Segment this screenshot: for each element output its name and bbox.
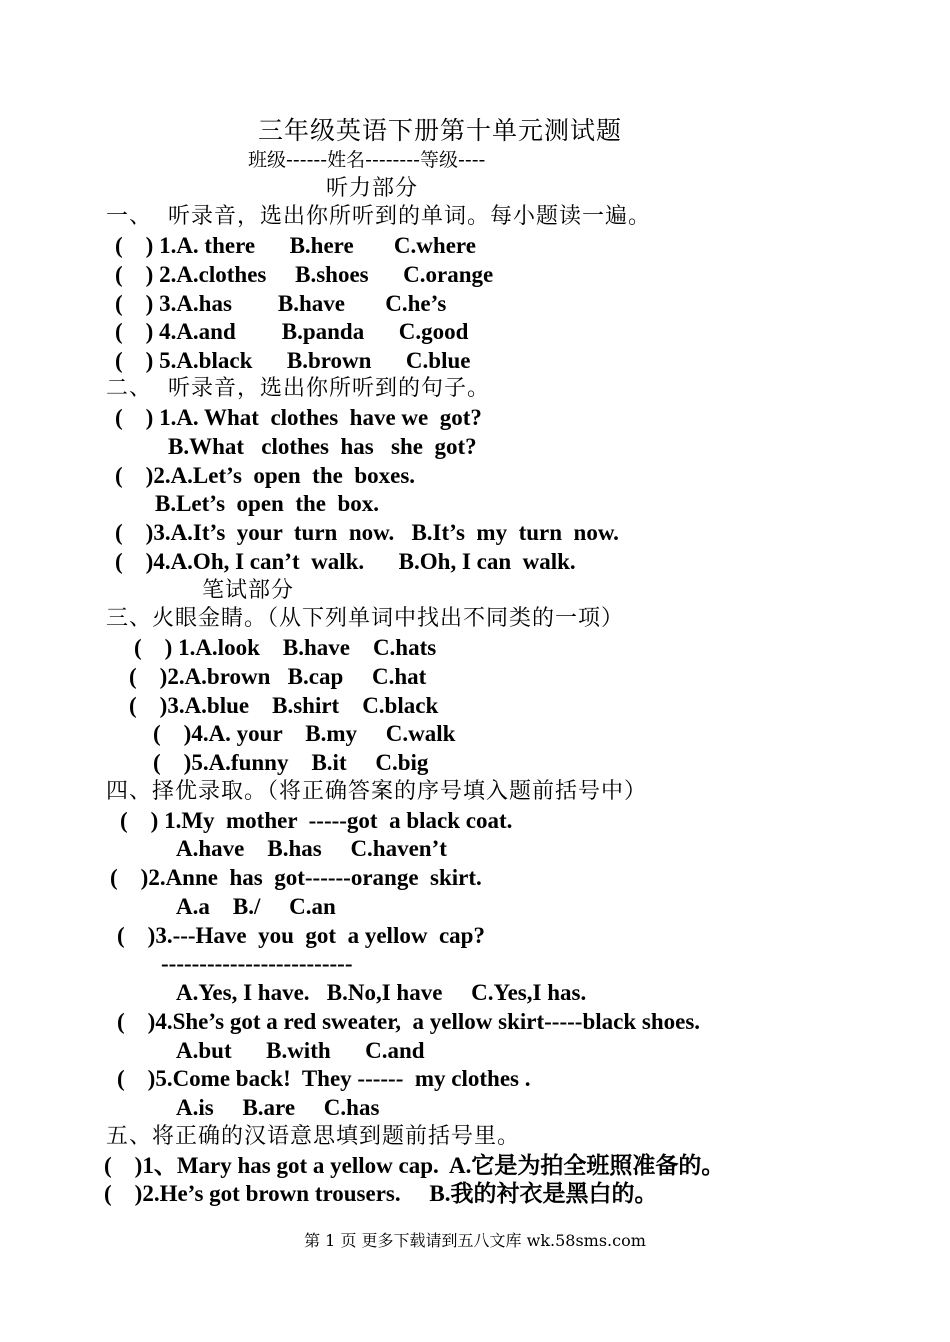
page-footer: 第 1 页 更多下载请到五八文库 wk.58sms.com (304, 1231, 646, 1250)
written-part-heading: 笔试部分 (202, 578, 295, 603)
s3-question-3: ( )3.A.blue B.shirt C.black (129, 693, 439, 718)
student-info-line: 班级------姓名--------等级---- (248, 149, 486, 171)
s3-question-5: ( )5.A.funny B.it C.big (153, 750, 429, 775)
s4-question-3-answer-line: ------------------------- (161, 951, 353, 976)
s4-question-5: ( )5.Come back! They ------ my clothes . (117, 1066, 531, 1091)
s2-question-3: ( )3.A.It’s your turn now. B.It’s my turn now. (115, 520, 619, 545)
s3-question-2: ( )2.A.brown B.cap C.hat (129, 664, 427, 689)
s1-question-5: ( ) 5.A.black B.brown C.blue (115, 348, 471, 373)
s1-question-1: ( ) 1.A. there B.here C.where (115, 233, 476, 258)
s4-question-5-options: A.is B.are C.has (176, 1095, 380, 1120)
s2-question-1: ( ) 1.A. What clothes have we got? (115, 405, 482, 430)
s3-question-4: ( )4.A. your B.my C.walk (153, 721, 456, 746)
s1-question-2: ( ) 2.A.clothes B.shoes C.orange (115, 262, 494, 287)
s5-question-2: ( )2.He’s got brown trousers. B.我的衬衣是黑白的。 (104, 1181, 658, 1206)
s4-question-4-options: A.but B.with C.and (176, 1038, 425, 1063)
s2-question-2: ( )2.A.Let’s open the boxes. (115, 463, 416, 488)
section-1-heading: 一、 听录音，选出你所听到的单词。每小题读一遍。 (106, 204, 651, 229)
s4-question-4: ( )4.She’s got a red sweater, a yellow skirt-----black shoes. (117, 1009, 701, 1034)
s5-question-1: ( )1、Mary has got a yellow cap. A.它是为拍全班照准备的。 (104, 1153, 725, 1178)
s4-question-2-options: A.a B./ C.an (176, 894, 336, 919)
s4-question-1: ( ) 1.My mother -----got a black coat. (120, 808, 513, 833)
s4-question-2: ( )2.Anne has got------orange skirt. (110, 865, 482, 890)
s2-question-1-option-b: B.What clothes has she got? (168, 434, 477, 459)
s4-question-3: ( )3.---Have you got a yellow cap? (117, 923, 485, 948)
section-2-heading: 二、 听录音，选出你所听到的句子。 (106, 376, 490, 401)
s4-question-3-options: A.Yes, I have. B.No,I have C.Yes,I has. (176, 980, 587, 1005)
s1-question-3: ( ) 3.A.has B.have C.he’s (115, 291, 447, 316)
s2-question-4: ( )4.A.Oh, I can’t walk. B.Oh, I can walk. (115, 549, 576, 574)
section-5-heading: 五、将正确的汉语意思填到题前括号里。 (106, 1124, 521, 1149)
s3-question-1: ( ) 1.A.look B.have C.hats (134, 635, 437, 660)
section-4-heading: 四、择优录取。（将正确答案的序号填入题前括号中） (106, 779, 648, 804)
s4-question-1-options: A.have B.has C.haven’t (176, 836, 447, 861)
s2-question-2-option-b: B.Let’s open the box. (155, 491, 380, 516)
worksheet-title: 三年级英语下册第十单元测试题 (258, 116, 623, 145)
section-3-heading: 三、火眼金睛。（从下列单词中找出不同类的一项） (106, 606, 625, 631)
listening-part-heading: 听力部分 (326, 176, 419, 201)
s1-question-4: ( ) 4.A.and B.panda C.good (115, 319, 469, 344)
